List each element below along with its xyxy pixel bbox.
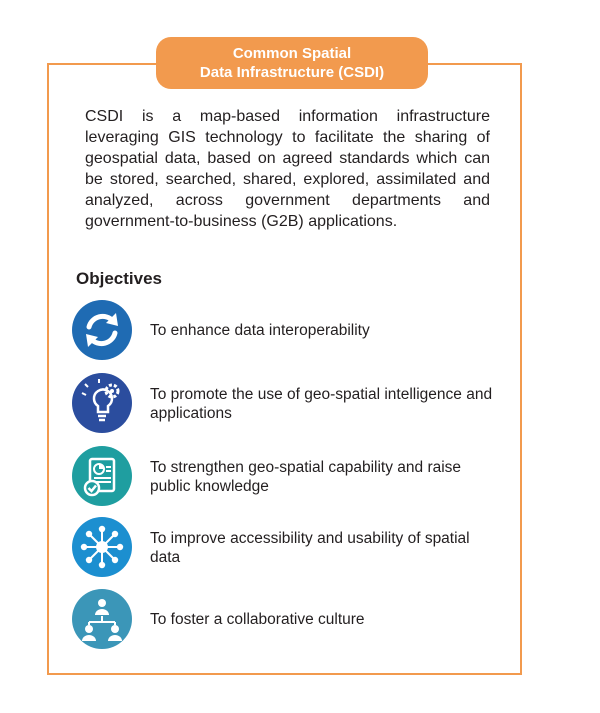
- objective-item: [72, 589, 502, 651]
- objective-text: To promote the use of geo-spatial intelligence and applications: [150, 386, 493, 422]
- objective-text: To improve accessibility and usability of spatial data: [150, 530, 470, 566]
- objective-item: [72, 373, 502, 435]
- objective-text: To foster a collaborative culture: [150, 611, 365, 628]
- objective-text: To strengthen geo-spatial capability and raise public knowledge: [150, 459, 462, 495]
- lightbulb-gear-icon: [72, 373, 132, 433]
- intro-paragraph: CSDI is a map-based information infrastructure leveraging GIS technology to facilitate the sharing of geospatial data, based on agreed standards which can be stored, searched, shared, explored, assimilated and analyzed, across government departments and government-to-business (G2B) applications.: [85, 108, 490, 230]
- title-banner: [156, 37, 428, 89]
- objective-text: To enhance data interoperability: [150, 322, 370, 339]
- objective-item: [72, 300, 502, 362]
- objectives-heading: Objectives: [76, 269, 162, 288]
- network-nodes-icon: [72, 517, 132, 577]
- title-line-2: Data Infrastructure (CSDI): [199, 64, 385, 81]
- team-hierarchy-icon: [72, 589, 132, 649]
- refresh-arrows-icon: [72, 300, 132, 360]
- objective-item: [72, 517, 502, 579]
- objective-item: [72, 446, 502, 508]
- report-checklist-icon: [72, 446, 132, 506]
- title-line-1: Common Spatial: [232, 45, 352, 62]
